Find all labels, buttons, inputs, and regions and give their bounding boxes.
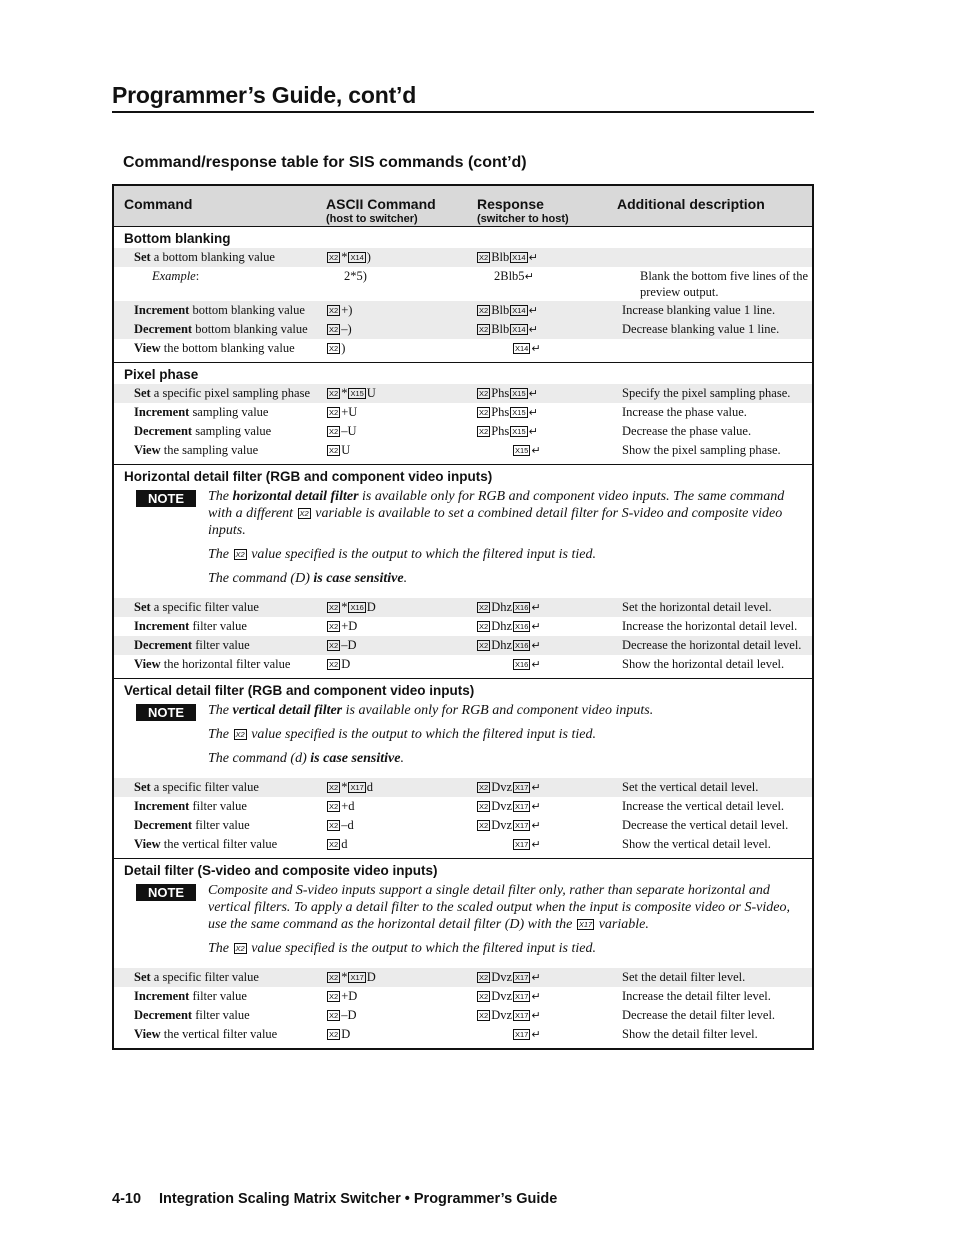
table-row: Increment bottom blanking value X2 +) X2 Blb X14 ↵ Increase blanking value 1 line. xyxy=(114,301,812,320)
header-command: Command xyxy=(124,196,193,212)
table-row: Decrement filter value X2 –D X2 Dvz X17 ↵ Decrease the detail filter level. xyxy=(134,1008,776,1022)
table-row: Example: 2*5) 2Blb5↵ Blank the bottom five lines of the preview output. xyxy=(152,269,809,299)
table-row: Set a specific pixel sampling phase X2 * X15 U X2 Phs X15 ↵ Specify the pixel sampling phase. xyxy=(114,384,812,403)
sis-command-table xyxy=(112,184,814,1050)
return-icon: ↵ xyxy=(531,800,541,813)
footer-title: Integration Scaling Matrix Switcher • Programmer’s Guide xyxy=(159,1191,558,1207)
group-title: Bottom blanking xyxy=(124,231,231,246)
table-row: Increment sampling value X2 +U X2 Phs X15 ↵ Increase the phase value. xyxy=(134,405,747,419)
return-icon: ↵ xyxy=(528,304,538,317)
group-vertical-detail-filter xyxy=(114,679,812,859)
table-row: Increment filter value X2 +d X2 Dvz X17 ↵ Increase the vertical detail level. xyxy=(134,799,785,813)
group-title: Horizontal detail filter (RGB and component video inputs) xyxy=(124,469,493,484)
table-header xyxy=(114,186,812,227)
table-row: View the vertical filter value X2 D X17 ↵ Show the detail filter level. xyxy=(134,1027,758,1041)
note-badge: NOTE xyxy=(136,704,196,721)
note-box xyxy=(114,700,812,778)
page-footer xyxy=(112,1191,557,1207)
page-title: Programmer’s Guide, cont’d xyxy=(112,82,417,108)
table-row: Decrement filter value X2 –D X2 Dhz X16 ↵ Decrease the horizontal detail level. xyxy=(114,636,812,655)
return-icon: ↵ xyxy=(531,781,541,794)
page-header xyxy=(112,82,814,113)
note-box xyxy=(114,486,812,598)
return-icon: ↵ xyxy=(531,342,541,355)
return-icon: ↵ xyxy=(524,270,534,283)
note-text: The horizontal detail filter is available only for RGB and component video inputs. The same command with a different X2 variable is available to set a combined detail filter for S-video and composite video inputs. The X2 value specified is the output to which the filtered input is tied. The command (D) is case sensitive. xyxy=(208,489,785,586)
return-icon: ↵ xyxy=(531,819,541,832)
return-icon: ↵ xyxy=(531,639,541,652)
table-row: Set a specific filter value X2 * X16 D X2 Dhz X16 ↵ Set the horizontal detail level. xyxy=(114,598,812,617)
return-icon: ↵ xyxy=(531,838,541,851)
return-icon: ↵ xyxy=(531,971,541,984)
table-row: View the horizontal filter value X2 D X16 ↵ Show the horizontal detail level. xyxy=(134,657,785,671)
group-horizontal-detail-filter xyxy=(114,465,812,679)
note-badge: NOTE xyxy=(136,490,196,507)
table-row: View the vertical filter value X2 d X17 ↵ Show the vertical detail level. xyxy=(134,837,771,851)
header-ascii: ASCII Command (host to switcher) xyxy=(326,196,436,225)
group-title: Vertical detail filter (RGB and component video inputs) xyxy=(124,683,475,698)
note-text: Composite and S-video inputs support a single detail filter only, rather than separate horizontal and vertical filters. To apply a detail filter to the scaled output when the input is composite video or S-video, use the same command as the horizontal detail filter (D) with the X17 variable. The X2 value specified is the output to which the filtered input is tied. xyxy=(208,883,790,956)
table-row: View the sampling value X2 U X15 ↵ Show the pixel sampling phase. xyxy=(134,443,781,457)
return-icon: ↵ xyxy=(528,387,538,400)
table-row: Set a specific filter value X2 * X17 d X2 Dvz X17 ↵ Set the vertical detail level. xyxy=(114,778,812,797)
table-row: Decrement bottom blanking value X2 –) X2 Blb X14 ↵ Decrease blanking value 1 line. xyxy=(114,320,812,339)
note-badge: NOTE xyxy=(136,884,196,901)
table-row: View the bottom blanking value X2 ) X14 ↵ xyxy=(134,341,541,355)
header-response: Response (switcher to host) xyxy=(477,196,569,225)
note-box xyxy=(114,880,812,968)
group-title: Pixel phase xyxy=(124,367,199,382)
table-row: Decrement filter value X2 –d X2 Dvz X17 ↵ Decrease the vertical detail level. xyxy=(134,818,789,832)
page-number: 4-10 xyxy=(112,1191,142,1207)
header-description: Additional description xyxy=(617,196,765,212)
return-icon: ↵ xyxy=(528,406,538,419)
return-icon: ↵ xyxy=(531,601,541,614)
return-icon: ↵ xyxy=(528,251,538,264)
return-icon: ↵ xyxy=(531,990,541,1003)
return-icon: ↵ xyxy=(531,444,541,457)
table-row: Increment filter value X2 +D X2 Dvz X17 ↵ Increase the detail filter level. xyxy=(134,989,771,1003)
table-row: Set a specific filter value X2 * X17 D X2 Dvz X17 ↵ Set the detail filter level. xyxy=(114,968,812,987)
group-detail-filter xyxy=(114,859,812,1048)
note-text: The vertical detail filter is available only for RGB and component video inputs. The X2 value specified is the output to which the filtered input is tied. The command (d) is case sensitive. xyxy=(208,703,654,766)
return-icon: ↵ xyxy=(528,323,538,336)
return-icon: ↵ xyxy=(531,658,541,671)
group-pixel-phase xyxy=(114,363,812,465)
group-bottom-blanking xyxy=(114,227,812,363)
table-row: Set a bottom blanking value X2 * X14 ) X2 Blb X14 ↵ xyxy=(114,248,812,267)
table-row: Increment filter value X2 +D X2 Dhz X16 ↵ Increase the horizontal detail level. xyxy=(134,619,798,633)
table-row: Decrement sampling value X2 –U X2 Phs X15 ↵ Decrease the phase value. xyxy=(134,424,752,438)
return-icon: ↵ xyxy=(531,1009,541,1022)
return-icon: ↵ xyxy=(531,1028,541,1041)
section-title: Command/response table for SIS commands (cont’d) xyxy=(123,154,527,171)
group-title: Detail filter (S-video and composite video inputs) xyxy=(124,863,438,878)
return-icon: ↵ xyxy=(528,425,538,438)
return-icon: ↵ xyxy=(531,620,541,633)
